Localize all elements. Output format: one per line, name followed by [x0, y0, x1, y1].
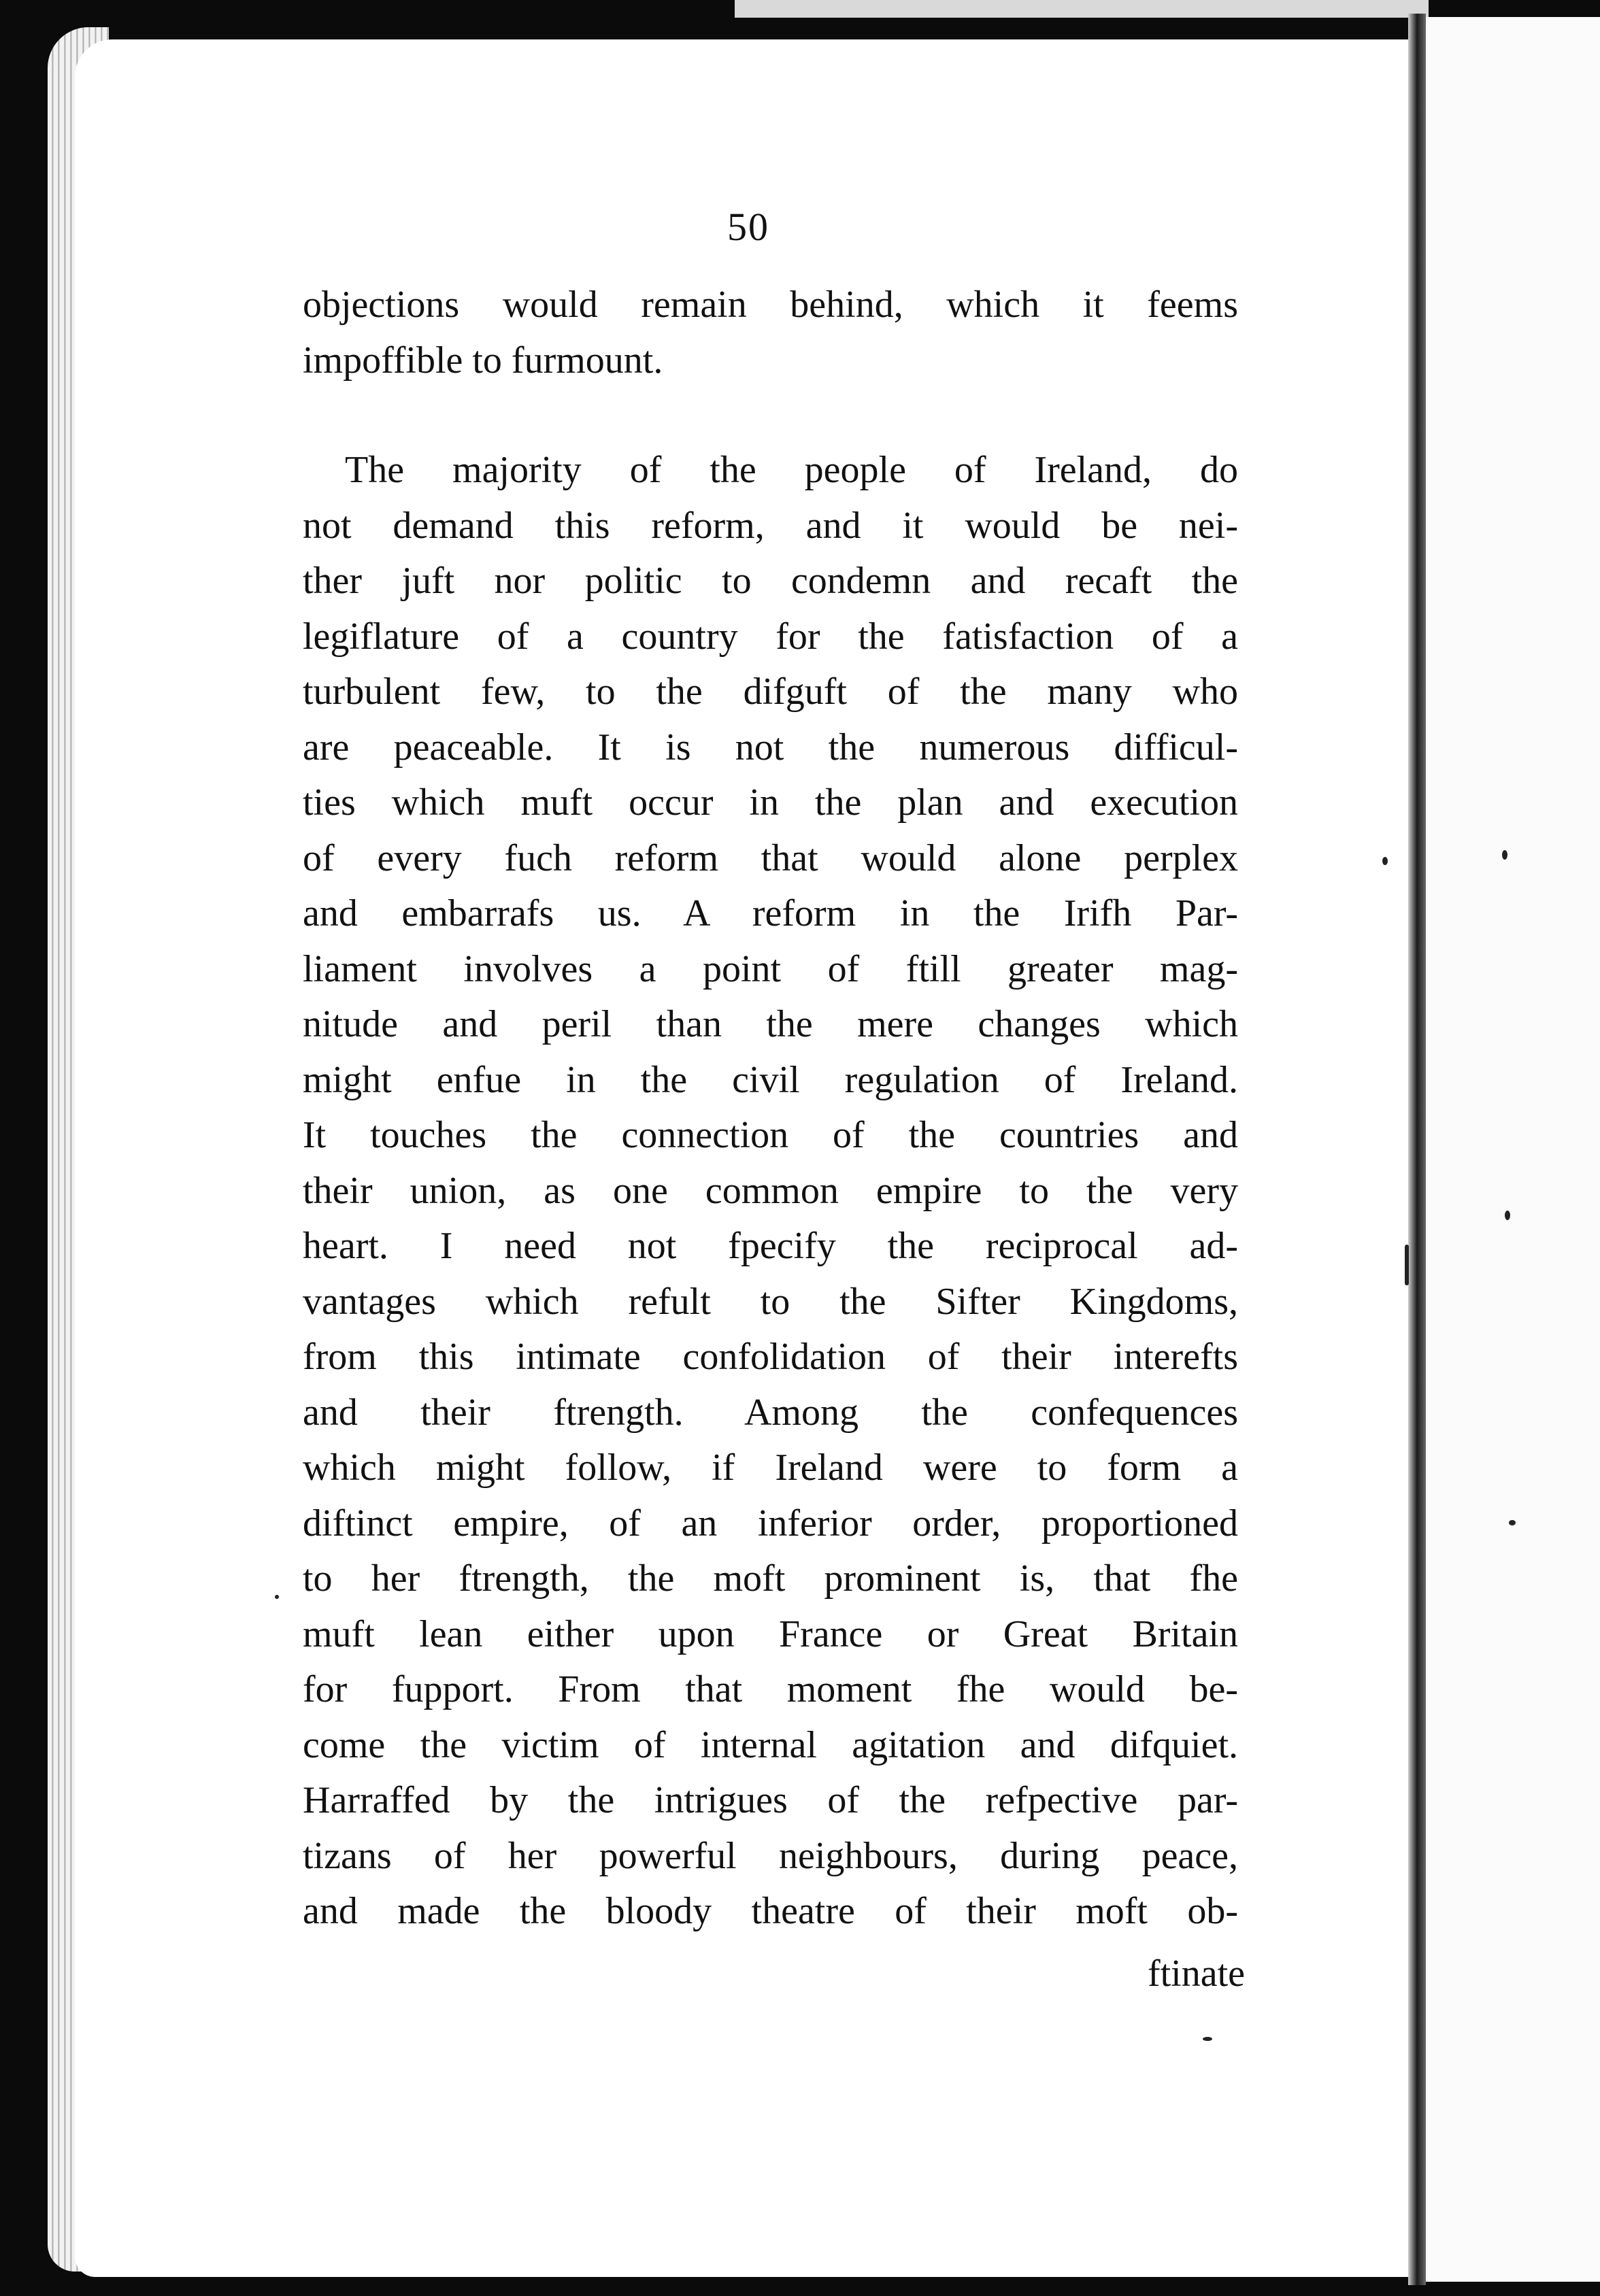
- text-line: objections would remain behind, which it feems: [303, 284, 1238, 326]
- text-line: heart. I need not fpecify the reciprocal ad-: [303, 1225, 1238, 1267]
- text-line: are peaceable. It is not the numerous difficul-: [303, 726, 1238, 769]
- text-line: which might follow, if Ireland were to form a: [303, 1447, 1238, 1489]
- text-line: It touches the connection of the countries and: [303, 1114, 1238, 1156]
- text-line: their union, as one common empire to the very: [303, 1169, 1238, 1212]
- catchword: ftinate: [1147, 1953, 1245, 1995]
- text-line: for fupport. From that moment fhe would be-: [303, 1668, 1238, 1710]
- top-edge-strip: [735, 0, 1429, 18]
- text-line: tizans of her powerful neighbours, during peace,: [303, 1834, 1238, 1877]
- text-line: Harraffed by the intrigues of the refpective par-: [303, 1779, 1238, 1821]
- page-number: 50: [727, 205, 769, 249]
- text-line: liament involves a point of ftill greater mag-: [303, 947, 1238, 990]
- text-line: from this intimate confolidation of their interefts: [303, 1336, 1238, 1378]
- scan-speck: [275, 1595, 279, 1599]
- text-line: to her ftrength, the moft prominent is, that fhe: [303, 1557, 1238, 1600]
- text-line: ther juft nor politic to condemn and recaft the: [303, 560, 1238, 602]
- body-text: [303, 277, 1238, 1940]
- scan-speck: [1203, 2037, 1212, 2041]
- scan-speck: [1505, 1211, 1510, 1220]
- text-line: The majority of the people of Ireland, do: [345, 449, 1238, 491]
- text-line: diftinct empire, of an inferior order, proportioned: [303, 1502, 1238, 1544]
- text-line: vantages which refult to the Sifter Kingdoms,: [303, 1280, 1238, 1323]
- text-line: and embarrafs us. A reform in the Irifh Par-: [303, 892, 1238, 934]
- scan-speck: [1405, 1245, 1409, 1285]
- book-gutter: [1408, 14, 1426, 2285]
- text-line: might enfue in the civil regulation of Ireland.: [303, 1058, 1238, 1101]
- text-line: not demand this reform, and it would be nei-: [303, 504, 1238, 547]
- text-line: ties which muft occur in the plan and execution: [303, 781, 1238, 824]
- text-line: muft lean either upon France or Great Britain: [303, 1613, 1238, 1655]
- paragraph-gap: [303, 388, 1238, 443]
- scan-speck: [1502, 850, 1507, 860]
- text-line: and their ftrength. Among the confequences: [303, 1391, 1238, 1434]
- text-line: legiflature of a country for the fatisfaction of a: [303, 615, 1238, 658]
- text-line: turbulent few, to the difguft of the many who: [303, 671, 1238, 713]
- text-line: come the victim of internal agitation and difquiet.: [303, 1723, 1238, 1766]
- text-line: of every fuch reform that would alone perplex: [303, 837, 1238, 879]
- text-line: and made the bloody theatre of their moft ob-: [303, 1890, 1238, 1932]
- text-line: nitude and peril than the mere changes which: [303, 1003, 1238, 1045]
- text-line: impoffible to furmount.: [303, 339, 663, 382]
- scan-speck: [1509, 1520, 1516, 1525]
- facing-page: [1426, 17, 1600, 2282]
- scan-speck: [1382, 857, 1388, 865]
